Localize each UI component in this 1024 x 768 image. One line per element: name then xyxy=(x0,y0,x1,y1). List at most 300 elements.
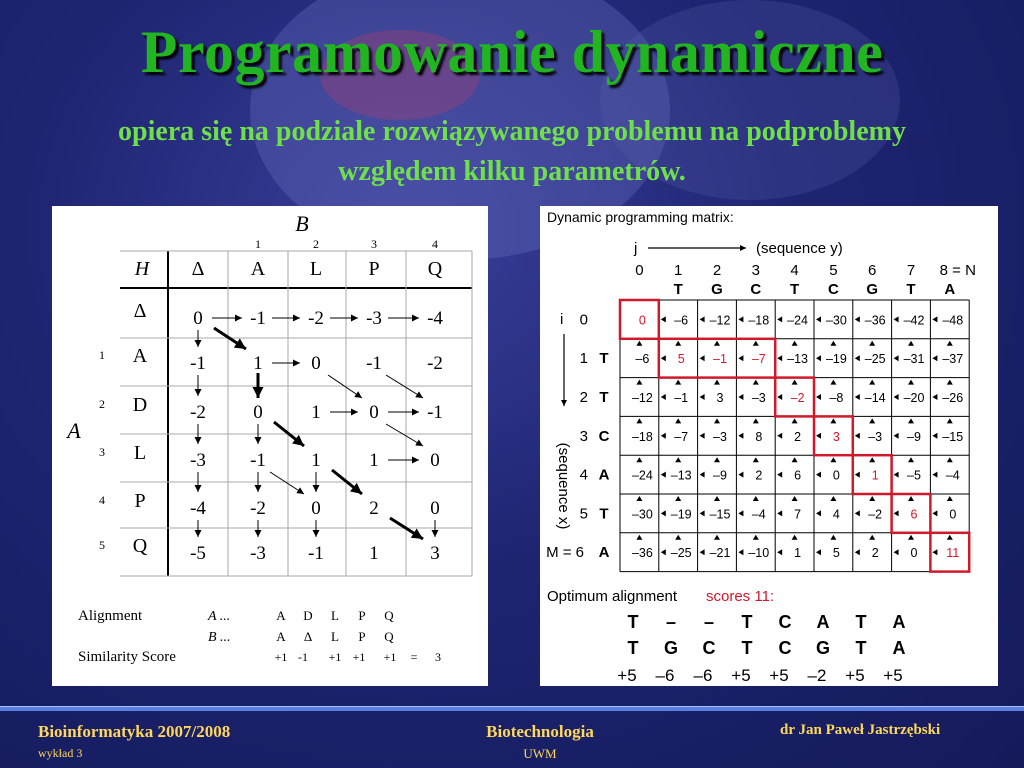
arrow-left xyxy=(894,510,899,516)
matrix-cell: -2 xyxy=(427,353,443,374)
arrow-up xyxy=(636,380,642,385)
row-header: D xyxy=(132,394,148,416)
matrix-cell: 0 xyxy=(193,308,203,329)
footer-university: UWM xyxy=(523,746,557,761)
matrix-cell: 0 xyxy=(430,498,440,519)
matrix-cell: -3 xyxy=(366,308,382,329)
matrix-cell: -1 xyxy=(427,402,443,423)
matrix-cell: 3 xyxy=(430,543,440,564)
matrix-cell: –3 xyxy=(751,391,766,405)
footer-author: dr Jan Paweł Jastrzębski xyxy=(780,722,941,738)
arrow-diagonal xyxy=(270,472,304,494)
matrix-cell: –3 xyxy=(713,429,727,444)
align-y-char: T xyxy=(627,638,639,658)
arrow-left xyxy=(816,510,821,516)
optimum-label: Optimum alignment xyxy=(547,588,678,605)
matrix-cell: -4 xyxy=(190,498,206,519)
arrow-left xyxy=(777,510,782,516)
matrix-cell: –30 xyxy=(631,507,653,522)
align-score: –6 xyxy=(693,666,713,685)
col-letter: G xyxy=(866,281,879,298)
arrow-up xyxy=(869,341,875,346)
row-letter: A xyxy=(598,466,610,484)
col-index: 3 xyxy=(751,262,760,279)
arrow-up xyxy=(830,418,836,423)
row-letter: A xyxy=(598,544,610,562)
alignment-a-char: D xyxy=(303,608,313,623)
col-letter: G xyxy=(711,281,723,298)
matrix-cell: 6 xyxy=(794,468,802,483)
matrix-cell: –6 xyxy=(674,313,689,328)
col-letter: T xyxy=(790,281,800,298)
arrow-left xyxy=(738,549,743,555)
col-index: 3 xyxy=(371,237,377,251)
matrix-cell: 6 xyxy=(910,507,918,522)
arrow-left xyxy=(738,510,743,516)
arrow-left xyxy=(894,355,899,361)
align-x-char: – xyxy=(665,612,677,632)
arrow-up xyxy=(753,496,759,501)
arrow-left xyxy=(932,433,937,439)
matrix-cell: 0 xyxy=(638,313,646,328)
arrow-left xyxy=(855,355,860,361)
arrow-left xyxy=(700,394,705,400)
row-index: M = 6 xyxy=(546,544,584,562)
row-index: 3 xyxy=(99,445,105,459)
matrix-cell: –48 xyxy=(942,313,964,328)
matrix-cell: 8 xyxy=(755,429,763,444)
arrow-left xyxy=(816,433,821,439)
matrix-cell: -2 xyxy=(190,402,206,423)
arrow-up xyxy=(908,341,914,346)
matrix-cell: –13 xyxy=(787,352,809,367)
matrix-cell: –12 xyxy=(709,313,731,328)
matrix-cell: 5 xyxy=(677,352,685,367)
matrix-cell: –19 xyxy=(670,507,692,522)
optimum-score: scores 11: xyxy=(706,588,775,605)
arrow-up xyxy=(908,496,914,501)
matrix-cell: 3 xyxy=(832,429,840,444)
arrow-left xyxy=(738,316,743,322)
left-matrix-figure xyxy=(52,206,488,686)
matrix-cell: –10 xyxy=(748,546,770,561)
align-x-char: T xyxy=(855,612,867,632)
matrix-cell: –18 xyxy=(631,429,653,444)
arrow-left xyxy=(855,316,860,322)
matrix-cell: 2 xyxy=(369,498,379,519)
corner-label: H xyxy=(134,258,150,280)
align-y-char: G xyxy=(815,638,831,658)
arrow-up xyxy=(908,535,914,540)
row-header: L xyxy=(133,442,147,464)
matrix-cell: 1 xyxy=(871,468,879,483)
arrow-left xyxy=(661,549,666,555)
arrow-up xyxy=(792,341,798,346)
j-label: j xyxy=(634,240,638,257)
alignment-a-name: A ... xyxy=(208,609,231,624)
matrix-cell: –12 xyxy=(631,391,653,405)
arrow-left xyxy=(894,472,899,478)
arrow-left xyxy=(816,355,821,361)
arrow-up xyxy=(636,535,642,540)
arrow-up xyxy=(947,418,953,423)
alignment-b-char: L xyxy=(331,629,339,644)
matrix-cell: -1 xyxy=(366,353,382,374)
arrow-up xyxy=(636,341,642,346)
arrow-up xyxy=(675,341,681,346)
matrix-cell: –30 xyxy=(825,313,847,328)
matrix-cell: 1 xyxy=(311,450,321,471)
similarity-value: 3 xyxy=(435,650,441,664)
arrow-up xyxy=(869,496,875,501)
arrow-left xyxy=(661,394,666,400)
arrow-up xyxy=(675,496,681,501)
matrix-cell: 2 xyxy=(871,546,879,561)
matrix-cell: 4 xyxy=(832,507,840,522)
col-letter: C xyxy=(827,281,839,298)
matrix-cell: –9 xyxy=(907,429,921,444)
alignment-a-char: Q xyxy=(384,608,394,623)
col-header: Δ xyxy=(191,258,205,280)
arrow-up xyxy=(947,341,953,346)
matrix-cell: –36 xyxy=(864,313,886,328)
col-index: 7 xyxy=(906,262,916,279)
col-index: 1 xyxy=(255,237,261,251)
row-header: A xyxy=(132,345,148,367)
seq-y-label: (sequence y) xyxy=(756,240,843,257)
arrow-up xyxy=(753,341,759,346)
arrow-left xyxy=(777,316,782,322)
similarity-label: Similarity Score xyxy=(78,649,176,665)
align-score: +5 xyxy=(883,666,903,685)
arrow-left xyxy=(894,549,899,555)
matrix-cell: –1 xyxy=(713,352,727,367)
matrix-cell: –25 xyxy=(864,352,886,367)
similarity-value: +1 xyxy=(328,650,342,664)
col-index: 6 xyxy=(868,262,877,279)
align-y-char: T xyxy=(855,638,867,658)
alignment-a-char: L xyxy=(331,608,339,623)
arrow-up xyxy=(830,380,836,385)
align-x-char: C xyxy=(778,612,792,632)
col-letter: A xyxy=(944,281,956,298)
matrix-cell: –1 xyxy=(674,391,689,405)
matrix-cell: –4 xyxy=(945,468,960,483)
arrow-up xyxy=(792,535,798,540)
matrix-cell: –25 xyxy=(670,546,692,561)
arrow-up xyxy=(947,496,953,501)
matrix-cell: 0 xyxy=(311,498,321,519)
align-y-char: A xyxy=(892,638,906,658)
arrow-left xyxy=(661,355,666,361)
col-header: L xyxy=(309,258,323,280)
arrow-left xyxy=(738,433,743,439)
align-score: +5 xyxy=(845,666,865,685)
col-index: 4 xyxy=(432,237,438,251)
arrow-up xyxy=(753,457,759,462)
arrow-left xyxy=(738,472,743,478)
matrix-cell: 11 xyxy=(946,546,960,561)
matrix-cell: –31 xyxy=(903,352,925,367)
matrix-cell: 0 xyxy=(430,450,440,471)
align-x-char: A xyxy=(816,612,830,632)
arrow-up xyxy=(714,418,720,423)
footer-course: Bioinformatyka 2007/2008 xyxy=(38,722,231,741)
row-index: 3 xyxy=(579,427,588,445)
arrow-up xyxy=(753,418,759,423)
alignment-a-char: A xyxy=(276,608,286,623)
align-x-char: T xyxy=(627,612,639,632)
arrow-up xyxy=(714,535,720,540)
matrix-cell: –13 xyxy=(670,468,692,483)
matrix-cell: –24 xyxy=(787,313,809,328)
row-letter: T xyxy=(599,389,609,406)
row-letter: T xyxy=(599,350,609,368)
row-index: 5 xyxy=(579,505,588,523)
similarity-value: +1 xyxy=(274,650,288,664)
arrow-up xyxy=(753,535,759,540)
arrow-left xyxy=(777,355,782,361)
matrix-cell: 0 xyxy=(910,546,918,561)
arrow-up xyxy=(830,341,836,346)
matrix-cell: –4 xyxy=(751,507,766,522)
matrix-cell: –37 xyxy=(942,352,964,367)
arrow-left xyxy=(816,316,821,322)
col-header: A xyxy=(250,258,266,280)
matrix-cell: –20 xyxy=(903,391,925,405)
align-score: –6 xyxy=(655,666,675,685)
matrix-cell: -1 xyxy=(308,543,324,564)
slide-subtitle xyxy=(20,112,1004,192)
matrix-cell: –2 xyxy=(868,507,883,522)
arrow-left xyxy=(894,433,899,439)
col-index: 2 xyxy=(313,237,319,251)
arrow-left xyxy=(777,433,782,439)
matrix-cell: –7 xyxy=(751,352,766,367)
row-letter: C xyxy=(598,427,610,445)
matrix-cell: –7 xyxy=(674,429,689,444)
matrix-cell: 1 xyxy=(311,402,321,423)
matrix-cell: –5 xyxy=(907,468,921,483)
matrix-cell: -4 xyxy=(427,308,443,329)
col-letter: T xyxy=(906,281,916,298)
col-letter: T xyxy=(673,281,683,298)
alignment-b-char: P xyxy=(358,629,366,644)
col-header: P xyxy=(368,258,380,280)
i-label: i xyxy=(560,311,564,328)
arrow-left xyxy=(777,472,782,478)
col-index: 1 xyxy=(674,262,683,279)
arrow-up xyxy=(675,418,681,423)
arrow-left xyxy=(700,316,705,322)
subtitle-line-1: opiera się na podziale rozwiązywanego problemu na podproblemy xyxy=(118,116,906,147)
arrow-left xyxy=(855,549,860,555)
matrix-cell: -3 xyxy=(250,543,266,564)
col-index: 2 xyxy=(712,262,722,279)
arrow-up xyxy=(869,418,875,423)
slide-title: Programowanie dynamiczne xyxy=(140,19,884,85)
arrow-left xyxy=(661,510,666,516)
align-score: +5 xyxy=(617,666,637,685)
matrix-cell: –8 xyxy=(829,391,844,405)
arrow-left xyxy=(738,355,743,361)
arrow-up xyxy=(908,418,914,423)
arrow-up xyxy=(636,496,642,501)
matrix-cell: 7 xyxy=(794,507,802,522)
arrow-left xyxy=(738,394,743,400)
matrix-cell: –6 xyxy=(635,352,650,367)
arrow-left xyxy=(700,355,705,361)
align-score: +5 xyxy=(731,666,751,685)
matrix-cell: –3 xyxy=(868,429,883,444)
arrow-left xyxy=(932,316,937,322)
footer-program: Biotechnologia xyxy=(486,722,594,741)
matrix-cell: –9 xyxy=(713,468,727,483)
right-matrix-svg xyxy=(540,206,998,686)
matrix-cell: 1 xyxy=(369,543,379,564)
seq-x-label: (sequence x) xyxy=(555,442,572,530)
arrow-left xyxy=(932,355,937,361)
arrow-left xyxy=(816,549,821,555)
arrow-left xyxy=(894,394,899,400)
row-header: Δ xyxy=(133,300,147,322)
matrix-cell: 0 xyxy=(369,402,379,423)
matrix-cell: –36 xyxy=(631,546,653,561)
matrix-cell: -1 xyxy=(250,308,266,329)
arrow-left xyxy=(777,394,782,400)
matrix-cell: 2 xyxy=(755,468,763,483)
alignment-b-char: A xyxy=(276,629,286,644)
arrow-left xyxy=(661,433,666,439)
arrow-left xyxy=(661,316,666,322)
row-index: 5 xyxy=(99,538,105,552)
matrix-cell: -2 xyxy=(250,498,266,519)
row-header: Q xyxy=(132,535,148,557)
matrix-cell: –21 xyxy=(709,546,731,561)
arrow-up xyxy=(908,457,914,462)
matrix-cell: -1 xyxy=(190,353,206,374)
arrow-left xyxy=(816,472,821,478)
arrow-up xyxy=(792,418,798,423)
arrow-up xyxy=(714,380,720,385)
col-header: Q xyxy=(427,258,443,280)
matrix-cell: 0 xyxy=(832,468,840,483)
matrix-cell: 0 xyxy=(311,353,321,374)
arrow-up xyxy=(869,380,875,385)
row-index: 1 xyxy=(99,348,105,362)
row-index: 2 xyxy=(579,389,588,406)
row-index: 1 xyxy=(579,350,588,368)
footer-lecture: wykład 3 xyxy=(38,746,83,760)
arrow-up xyxy=(830,496,836,501)
arrow-up xyxy=(675,380,681,385)
matrix-cell: –15 xyxy=(709,507,731,522)
matrix-cell: 1 xyxy=(253,353,263,374)
arrow-left xyxy=(932,472,937,478)
col-index: 5 xyxy=(829,262,838,279)
arrow-up xyxy=(947,535,953,540)
matrix-cell: –42 xyxy=(903,313,925,328)
arrow-up xyxy=(753,380,759,385)
matrix-cell: 5 xyxy=(832,546,840,561)
row-index: 2 xyxy=(99,397,105,411)
matrix-cell: 2 xyxy=(794,429,802,444)
left-matrix-svg xyxy=(52,206,488,686)
arrow-left xyxy=(932,549,937,555)
row-index: 4 xyxy=(579,466,588,484)
similarity-value: = xyxy=(410,650,418,664)
arrow-left xyxy=(661,472,666,478)
matrix-cell: -5 xyxy=(190,543,206,564)
matrix-cell: –24 xyxy=(631,468,653,483)
matrix-cell: –15 xyxy=(942,429,964,444)
footer-divider xyxy=(0,706,1024,711)
arrow-left xyxy=(855,472,860,478)
arrow-up xyxy=(714,341,720,346)
alignment-label: Alignment xyxy=(78,608,143,624)
arrow-left xyxy=(700,510,705,516)
arrow-left xyxy=(932,510,937,516)
arrow-up xyxy=(714,496,720,501)
align-x-char: – xyxy=(703,612,715,632)
seq-b-label: B xyxy=(295,211,309,236)
arrow-up xyxy=(792,457,798,462)
matrix-cell: –26 xyxy=(942,391,964,405)
arrow-left xyxy=(700,472,705,478)
arrow-up xyxy=(714,457,720,462)
arrow-up xyxy=(830,457,836,462)
matrix-cell: 3 xyxy=(716,391,724,405)
align-x-char: A xyxy=(892,612,906,632)
row-index: 4 xyxy=(99,493,105,507)
arrow-up xyxy=(675,535,681,540)
matrix-cell: -2 xyxy=(308,308,324,329)
subtitle-line-2: względem kilku parametrów. xyxy=(338,156,686,187)
row-index: 0 xyxy=(579,311,588,329)
arrow-left xyxy=(894,316,899,322)
matrix-cell: -3 xyxy=(190,450,206,471)
matrix-cell: 1 xyxy=(794,546,802,561)
row-header: P xyxy=(134,490,146,512)
arrow-left xyxy=(816,394,821,400)
similarity-value: -1 xyxy=(298,650,308,664)
col-index: 4 xyxy=(790,262,799,279)
seq-a-label: A xyxy=(67,418,81,443)
align-score: –2 xyxy=(807,666,827,685)
matrix-cell: –2 xyxy=(790,391,805,405)
arrow-up xyxy=(830,535,836,540)
align-score: +5 xyxy=(769,666,789,685)
arrow-up xyxy=(947,380,953,385)
arrow-diagonal xyxy=(386,424,423,446)
align-y-char: G xyxy=(663,638,679,658)
col-letter: C xyxy=(750,281,762,298)
arrow-left xyxy=(855,394,860,400)
row-letter: T xyxy=(599,505,609,523)
matrix-cell: 0 xyxy=(949,507,957,522)
similarity-value: +1 xyxy=(352,650,366,664)
matrix-cell: –19 xyxy=(825,352,847,367)
right-matrix-figure xyxy=(540,206,998,686)
col-index: 8 = N xyxy=(939,262,976,279)
arrow-left xyxy=(700,549,705,555)
arrow-up xyxy=(869,535,875,540)
alignment-a-char: P xyxy=(358,608,366,623)
matrix-cell: 0 xyxy=(253,402,263,423)
arrow-up xyxy=(792,380,798,385)
arrow-up xyxy=(869,457,875,462)
align-x-char: T xyxy=(741,612,753,632)
